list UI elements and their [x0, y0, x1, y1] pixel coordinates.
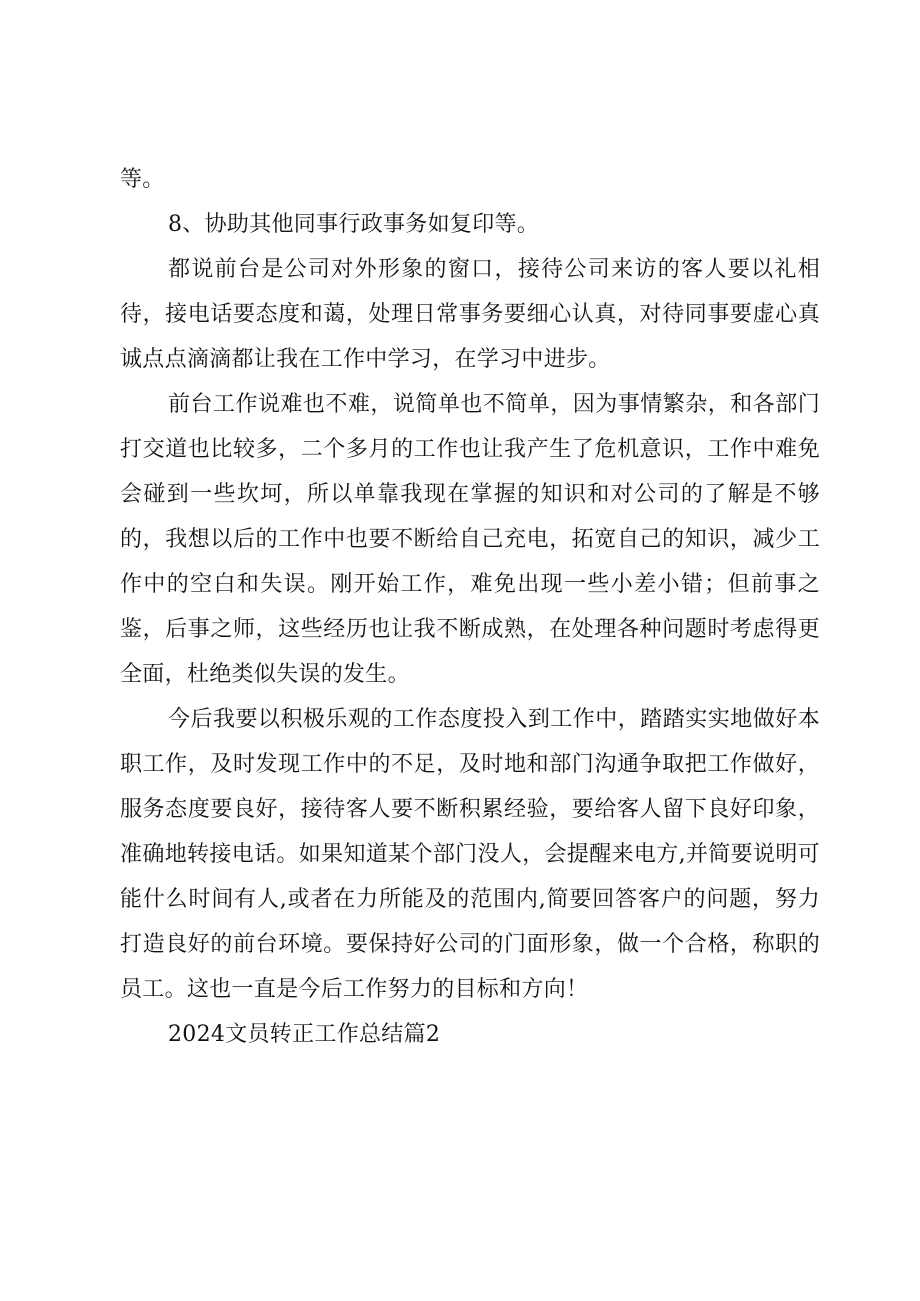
document-body: [120, 157, 820, 1057]
paragraph-future-plan: 今后我要以积极乐观的工作态度投入到工作中，踏踏实实地做好本职工作，及时发现工作中的不足，及时地和部门沟通争取把工作做好，服务态度要良好，接待客人要不断积累经验，要给客人留下良好印象，准确地转接电话。如果知道某个部门没人，会提醒来电方,并简要说明可能什么时间有人,或者在力所能及的范围内,简要回答客户的问题，努力打造良好的前台环境。要保持好公司的门面形象，做一个合格，称职的员工。这也一直是今后工作努力的目标和方向！: [120, 707, 820, 1002]
section-heading: 2024文员转正工作总结篇2: [168, 1022, 441, 1047]
paragraph-continuation: 等。: [120, 167, 165, 192]
paragraph-front-desk-window: 都说前台是公司对外形象的窗口，接待公司来访的客人要以礼相待，接电话要态度和蔼，处理日常事务要细心认真，对待同事要虚心真诚点点滴滴都让我在工作中学习，在学习中进步。: [120, 257, 820, 372]
paragraph-front-desk-work: 前台工作说难也不难，说简单也不简单，因为事情繁杂，和各部门打交道也比较多，二个多月的工作也让我产生了危机意识，工作中难免会碰到一些坎坷，所以单靠我现在掌握的知识和对公司的了解是不够的，我想以后的工作中也要不断给自己充电，拓宽自己的知识，减少工作中的空白和失误。刚开始工作，难免出现一些小差小错；但前事之鉴，后事之师，这些经历也让我不断成熟，在处理各种问题时考虑得更全面，杜绝类似失误的发生。: [120, 392, 820, 687]
paragraph-item-8: 8、协助其他同事行政事务如复印等。: [168, 212, 540, 237]
